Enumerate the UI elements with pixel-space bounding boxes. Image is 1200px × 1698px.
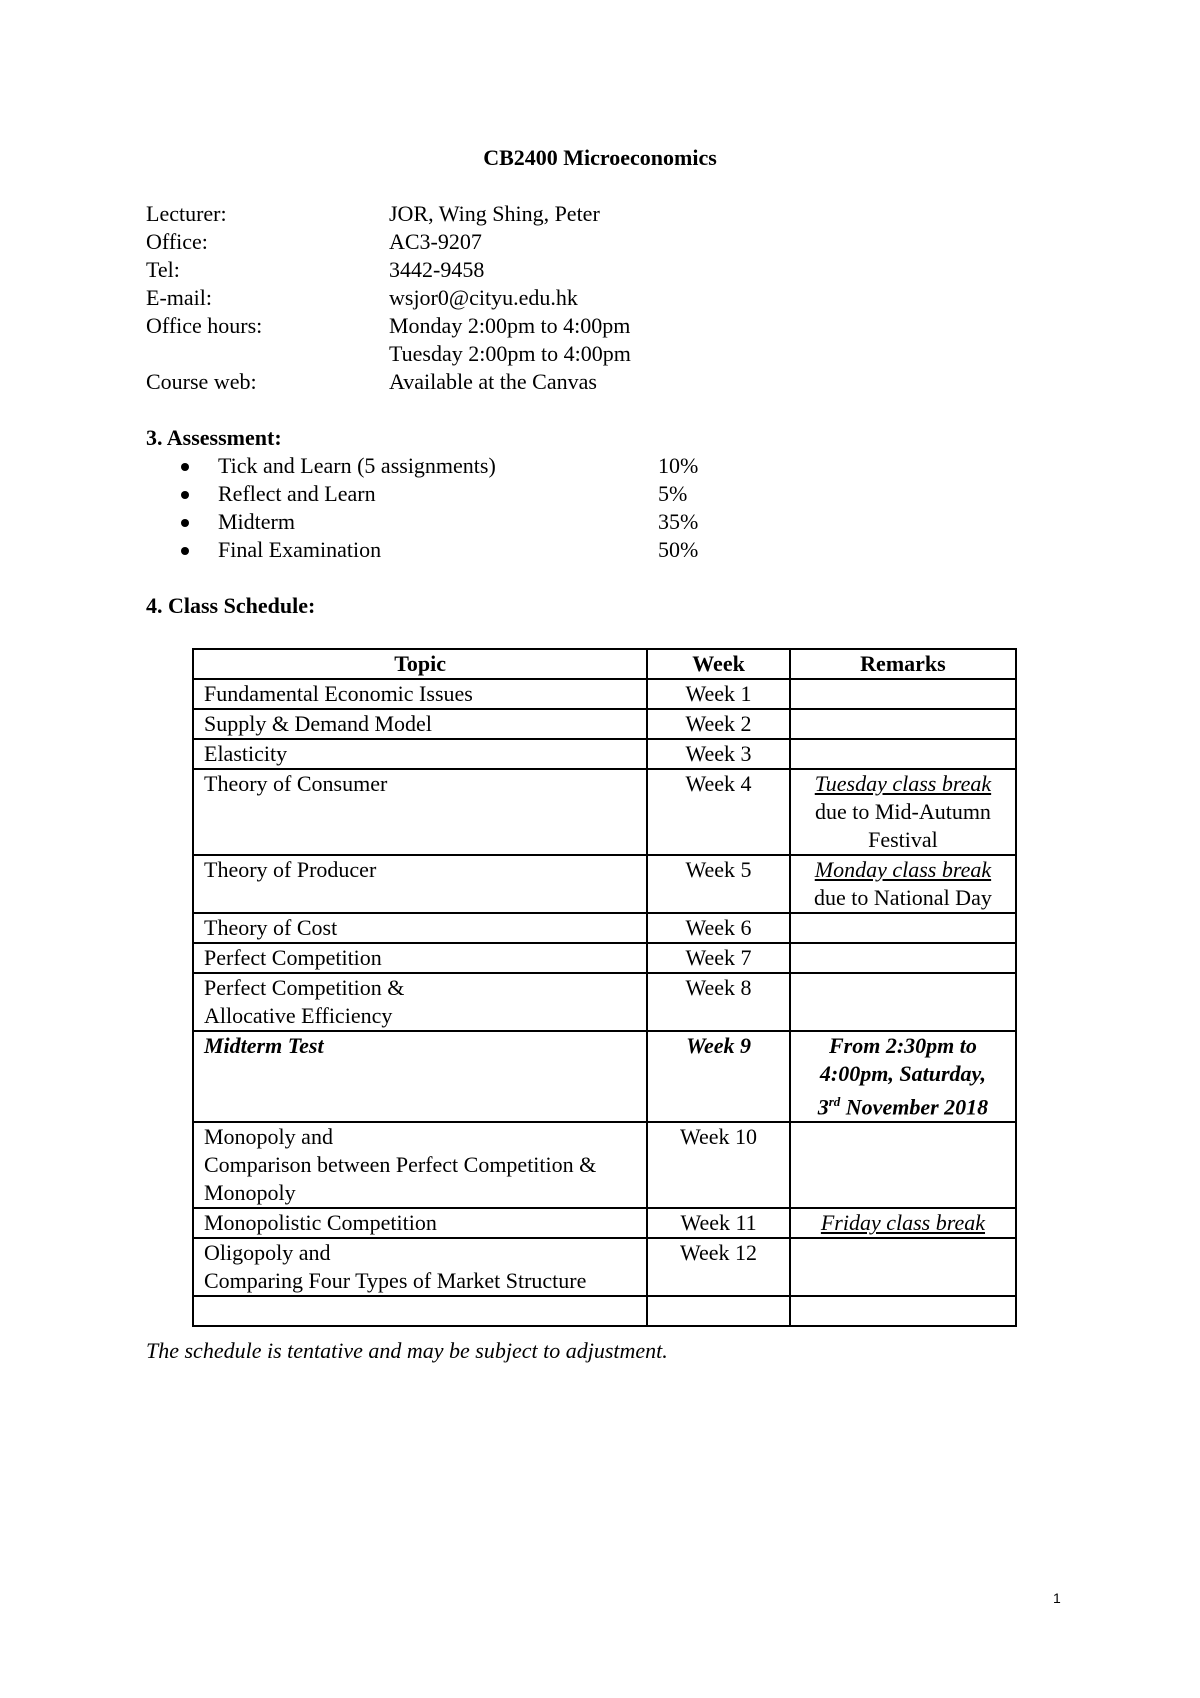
info-value: Tuesday 2:00pm to 4:00pm xyxy=(389,341,631,366)
assessment-weight: 35% xyxy=(658,509,699,534)
midterm-date: November 2018 xyxy=(840,1094,989,1120)
midterm-day-suffix: rd xyxy=(828,1094,841,1109)
topic-cell: Supply & Demand Model xyxy=(193,709,647,739)
week-cell: Week 1 xyxy=(647,679,790,709)
info-value: JOR, Wing Shing, Peter xyxy=(389,201,600,226)
remark-text: due to National Day xyxy=(814,885,992,910)
header-topic: Topic xyxy=(193,649,647,679)
info-value: 3442-9458 xyxy=(389,257,485,282)
info-row-office-hours-2 xyxy=(146,340,631,368)
topic-cell: Theory of Cost xyxy=(193,913,647,943)
info-row-office-hours xyxy=(146,312,631,340)
remarks-cell xyxy=(790,1296,1016,1326)
table-row xyxy=(193,769,1016,855)
schedule-heading: 4. Class Schedule: xyxy=(146,593,316,618)
table-row xyxy=(193,913,1016,943)
class-schedule-table xyxy=(192,648,1017,1327)
midterm-time: From 2:30pm to 4:00pm, Saturday, xyxy=(819,1033,986,1086)
remarks-cell xyxy=(790,709,1016,739)
assessment-heading: 3. Assessment: xyxy=(146,425,282,450)
remarks-cell xyxy=(790,1208,1016,1238)
info-row-lecturer xyxy=(146,200,631,228)
assessment-weight: 10% xyxy=(658,453,699,478)
table-row xyxy=(193,973,1016,1031)
page-number: 1 xyxy=(1053,1590,1061,1606)
table-row-empty xyxy=(193,1296,1016,1326)
remarks-cell xyxy=(790,913,1016,943)
info-label: Tel: xyxy=(146,257,180,282)
remarks-cell xyxy=(790,739,1016,769)
remarks-cell xyxy=(790,943,1016,973)
table-row xyxy=(193,709,1016,739)
week-cell: Week 5 xyxy=(647,855,790,913)
table-row xyxy=(193,1122,1016,1208)
topic-line: Comparison between Perfect Competition & Monopoly xyxy=(204,1152,597,1206)
table-row-midterm xyxy=(193,1031,1016,1122)
assessment-name: Midterm xyxy=(218,509,295,534)
table-row xyxy=(193,855,1016,913)
topic-cell: Perfect Competition xyxy=(193,943,647,973)
week-cell: Week 3 xyxy=(647,739,790,769)
topic-cell xyxy=(193,1238,647,1296)
week-cell: Week 4 xyxy=(647,769,790,855)
topic-cell: Fundamental Economic Issues xyxy=(193,679,647,709)
week-cell xyxy=(647,1296,790,1326)
table-row xyxy=(193,679,1016,709)
document-title: CB2400 Microeconomics xyxy=(483,145,717,170)
info-value: Available at the Canvas xyxy=(389,369,597,394)
info-row-email xyxy=(146,284,631,312)
info-label: Office hours: xyxy=(146,313,263,338)
assessment-item xyxy=(146,536,746,564)
bullet-icon xyxy=(181,547,189,555)
info-value: AC3-9207 xyxy=(389,229,482,254)
class-break-note: Monday class break xyxy=(814,857,992,882)
topic-line: Oligopoly and xyxy=(204,1240,331,1266)
remarks-cell xyxy=(790,1238,1016,1296)
remarks-cell xyxy=(790,1122,1016,1208)
bullet-icon xyxy=(181,519,189,527)
info-value: wsjor0@cityu.edu.hk xyxy=(389,285,578,310)
week-cell: Week 6 xyxy=(647,913,790,943)
table-row xyxy=(193,1208,1016,1238)
midterm-day: 3 xyxy=(817,1094,829,1120)
assessment-list xyxy=(146,452,746,564)
info-label: Course web: xyxy=(146,369,257,394)
info-label: E-mail: xyxy=(146,285,212,310)
week-cell: Week 2 xyxy=(647,709,790,739)
remarks-cell xyxy=(790,1031,1016,1122)
lecturer-info xyxy=(146,200,631,396)
table-header-row xyxy=(193,649,1016,679)
assessment-item xyxy=(146,508,746,536)
assessment-name: Final Examination xyxy=(218,537,382,562)
assessment-item xyxy=(146,480,746,508)
topic-cell: Monopolistic Competition xyxy=(193,1208,647,1238)
info-label: Office: xyxy=(146,229,208,254)
week-cell: Week 10 xyxy=(647,1122,790,1208)
topic-cell xyxy=(193,1122,647,1208)
topic-cell: Theory of Consumer xyxy=(193,769,647,855)
header-remarks: Remarks xyxy=(790,649,1016,679)
class-break-note: Tuesday class break xyxy=(814,771,992,796)
assessment-name: Reflect and Learn xyxy=(218,481,376,506)
week-cell: Week 9 xyxy=(647,1031,790,1122)
class-break-note: Friday class break xyxy=(820,1210,986,1236)
table-row xyxy=(193,1238,1016,1296)
table-row xyxy=(193,739,1016,769)
assessment-item xyxy=(146,452,746,480)
bullet-icon xyxy=(181,463,189,471)
info-row-tel xyxy=(146,256,631,284)
table-row xyxy=(193,943,1016,973)
remarks-cell xyxy=(790,769,1016,855)
info-row-course-web xyxy=(146,368,631,396)
assessment-weight: 50% xyxy=(658,537,699,562)
topic-cell: Elasticity xyxy=(193,739,647,769)
assessment-name: Tick and Learn (5 assignments) xyxy=(218,453,496,478)
info-row-office xyxy=(146,228,631,256)
topic-cell: Midterm Test xyxy=(193,1031,647,1122)
week-cell: Week 7 xyxy=(647,943,790,973)
remark-text: due to Mid-Autumn Festival xyxy=(814,799,991,852)
topic-cell: Perfect Competition & Allocative Efficiency xyxy=(193,973,647,1031)
info-label: Lecturer: xyxy=(146,201,227,226)
topic-line: Monopoly and xyxy=(204,1124,333,1150)
assessment-weight: 5% xyxy=(658,481,688,506)
bullet-icon xyxy=(181,491,189,499)
topic-cell: Theory of Producer xyxy=(193,855,647,913)
remarks-cell xyxy=(790,679,1016,709)
schedule-note: The schedule is tentative and may be subject to adjustment. xyxy=(146,1338,668,1363)
remarks-cell xyxy=(790,855,1016,913)
topic-line: Comparing Four Types of Market Structure xyxy=(204,1268,587,1294)
week-cell: Week 12 xyxy=(647,1238,790,1296)
remarks-cell xyxy=(790,973,1016,1031)
week-cell: Week 8 xyxy=(647,973,790,1031)
info-value: Monday 2:00pm to 4:00pm xyxy=(389,313,631,338)
topic-cell xyxy=(193,1296,647,1326)
header-week: Week xyxy=(647,649,790,679)
week-cell: Week 11 xyxy=(647,1208,790,1238)
